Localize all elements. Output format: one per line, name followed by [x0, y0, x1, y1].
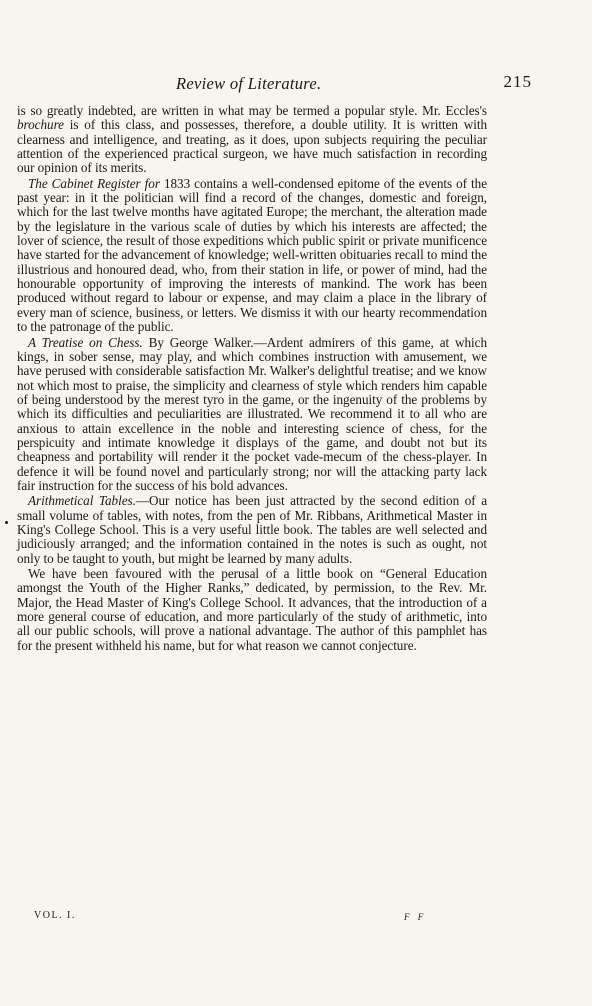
paragraph-text: By George Walker.—Ardent admirers of this game, at which kings, in sober sense, may play, and which combines instruction with amusement, we have perused with considerable satisfaction Mr. Walker's delightful treatise; and we know not which most to praise, the simplicity and clearness of style which renders him capable of being understood by the merest tyro in the game, or the ingenuity of the problems by which its difficulties and peculiarities are illustrated. We recommend it to all who are anxious to attain excellence in the noble and interesting science of chess, for the perspicuity and intimate knowledge it displays of the game, and doubt not but its cheapness and portability will render it the pocket vade-mecum of the chess-player. In defence it will be found novel and particularly strong; nor will the attacking party lack fair instruction for the success of his bold advances.: [17, 334, 487, 493]
paragraph-text: 1833 contains a well-condensed epitome of the events of the past year: in it the politician will find a record of the changes, domestic and foreign, which for the last twelve months have agitated Europe; the merchant, the alteration made by the legislature in the various scale of duties by which his interests are affected; the lover of science, the result of those expeditions which public spirit or private munificence have started for the advancement of knowledge; well-written obituaries recall to mind the illustrious and honoured dead, who, from their station in life, or power of mind, had the honourable opportunity of improving the interests of mankind. The work has been produced without regard to labour or expense, and may claim a place in the library of every man of science, business, or letters. We dismiss it with our hearty recommendation to the patronage of the public.: [17, 175, 487, 335]
paragraph-eccles: [17, 104, 487, 176]
paragraph-italic-term: brochure: [17, 117, 64, 133]
volume-mark: VOL. I.: [34, 910, 76, 921]
margin-mark: [5, 521, 8, 524]
paragraph-cabinet-register: [17, 177, 487, 335]
paragraph-arithmetical-tables: [17, 494, 487, 566]
paragraph-general-education: [17, 567, 487, 653]
review-title: Arithmetical Tables.: [28, 493, 136, 509]
review-title: A Treatise on Chess.: [28, 334, 143, 350]
paragraph-text-rest: is of this class, and possesses, therefore, a double utility. It is written with clearness and intelligence, and treating, as it does, upon subjects requiring the peculiar attention of the experienced practical surgeon, we have much satisfaction in recording our opinion of its merits.: [17, 117, 487, 176]
paragraph-treatise-chess: [17, 336, 487, 494]
body-text: [17, 104, 487, 653]
paragraph-text: —Our notice has been just attracted by the second edition of a small volume of tables, with notes, from the pen of Mr. Ribbans, Arithmetical Master in King's College School. This is a very useful little book. The tables are well selected and judiciously arranged; and the information contained in the notes is such as ought, not only to be taught to youth, but might be learned by many adults.: [17, 493, 487, 566]
review-title: The Cabinet Register for: [28, 175, 160, 191]
signature-mark: F F: [404, 912, 427, 922]
paragraph-text: is so greatly indebted, are written in what may be termed a popular style. Mr. Eccles's: [17, 103, 487, 118]
running-head: [176, 74, 532, 96]
page-number: 215: [503, 72, 532, 91]
paragraph-text: We have been favoured with the perusal of a little book on “General Education amongst the Youth of the Higher Ranks,” dedicated, by permission, to the Rev. Mr. Major, the Head Master of King's College School. It advances, that the introduction of a more general course of education, and more particularly of the study of arithmetic, into all our public schools, will prove a national advantage. The author of this pamphlet has for the present withheld his name, but for what reason we cannot conjecture.: [17, 566, 487, 653]
running-title: Review of Literature.: [176, 74, 322, 93]
